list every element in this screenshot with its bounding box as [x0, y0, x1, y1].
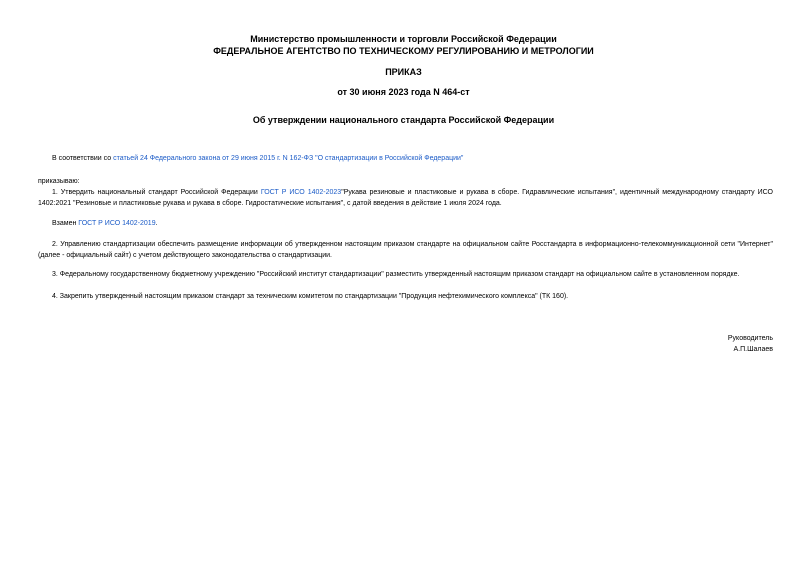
document-type: ПРИКАЗ — [385, 67, 422, 77]
law-article-link[interactable]: статьей 24 Федерального закона от 29 июня 2015 г. N 162-ФЗ "О стандартизации в Российской Федерации" — [113, 155, 464, 162]
replacement-note — [52, 218, 772, 229]
agency-name: ФЕДЕРАЛЬНОЕ АГЕНТСТВО ПО ТЕХНИЧЕСКОМУ РЕГУЛИРОВАНИЮ И МЕТРОЛОГИИ — [213, 46, 594, 56]
gost-2019-link[interactable]: ГОСТ Р ИСО 1402-2019 — [78, 220, 156, 227]
item-1-prefix: 1. Утвердить национальный стандарт Российской Федерации — [52, 189, 261, 196]
item-1-suffix: "Рукава резиновые и пластиковые и рукава в сборе. Гидравлические испытания", идентичный международному стандарту ИСО 1402:2021 "Резиновые и пластиковые рукава и рукава в сборе. Гидростатические испытания", с датой введения в действие 1 июля 2024 года. — [38, 189, 773, 207]
signature-position: Руководитель — [727, 335, 773, 342]
replacement-prefix: Взамен — [52, 220, 79, 227]
preamble — [52, 153, 772, 164]
ministry-name: Министерство промышленности и торговли Российской Федерации — [250, 34, 557, 44]
item-3: 3. Федеральному государственному бюджетному учреждению "Российский институт стандартизации" разместить утвержденный настоящим приказом стандарт на официальном сайте в установленном порядке. — [52, 271, 740, 278]
replacement-suffix: . — [155, 220, 158, 227]
item-4: 4. Закрепить утвержденный настоящим приказом стандарт за техническим комитетом по стандартизации "Продукция нефтехимического комплекса" (ТК 160). — [52, 293, 569, 300]
item-1 — [38, 187, 773, 209]
order-word: приказываю: — [38, 178, 80, 185]
document-title: Об утверждении национального стандарта Российской Федерации — [252, 115, 555, 125]
gost-2023-link[interactable]: ГОСТ Р ИСО 1402-2023 — [260, 189, 342, 196]
document-date-number: от 30 июня 2023 года N 464-ст — [337, 87, 470, 97]
preamble-prefix: В соответствии со — [52, 155, 114, 162]
item-2: 2. Управлению стандартизации обеспечить размещение информации об утвержденном настоящим приказом стандарте на официальном сайте Росстандарта в информационно-телекоммуникационной сети "Интернет" (далее - официальный сайт) с учетом действующего законодательства о стандартизации. — [38, 241, 773, 259]
signature-name: А.П.Шалаев — [733, 346, 773, 353]
